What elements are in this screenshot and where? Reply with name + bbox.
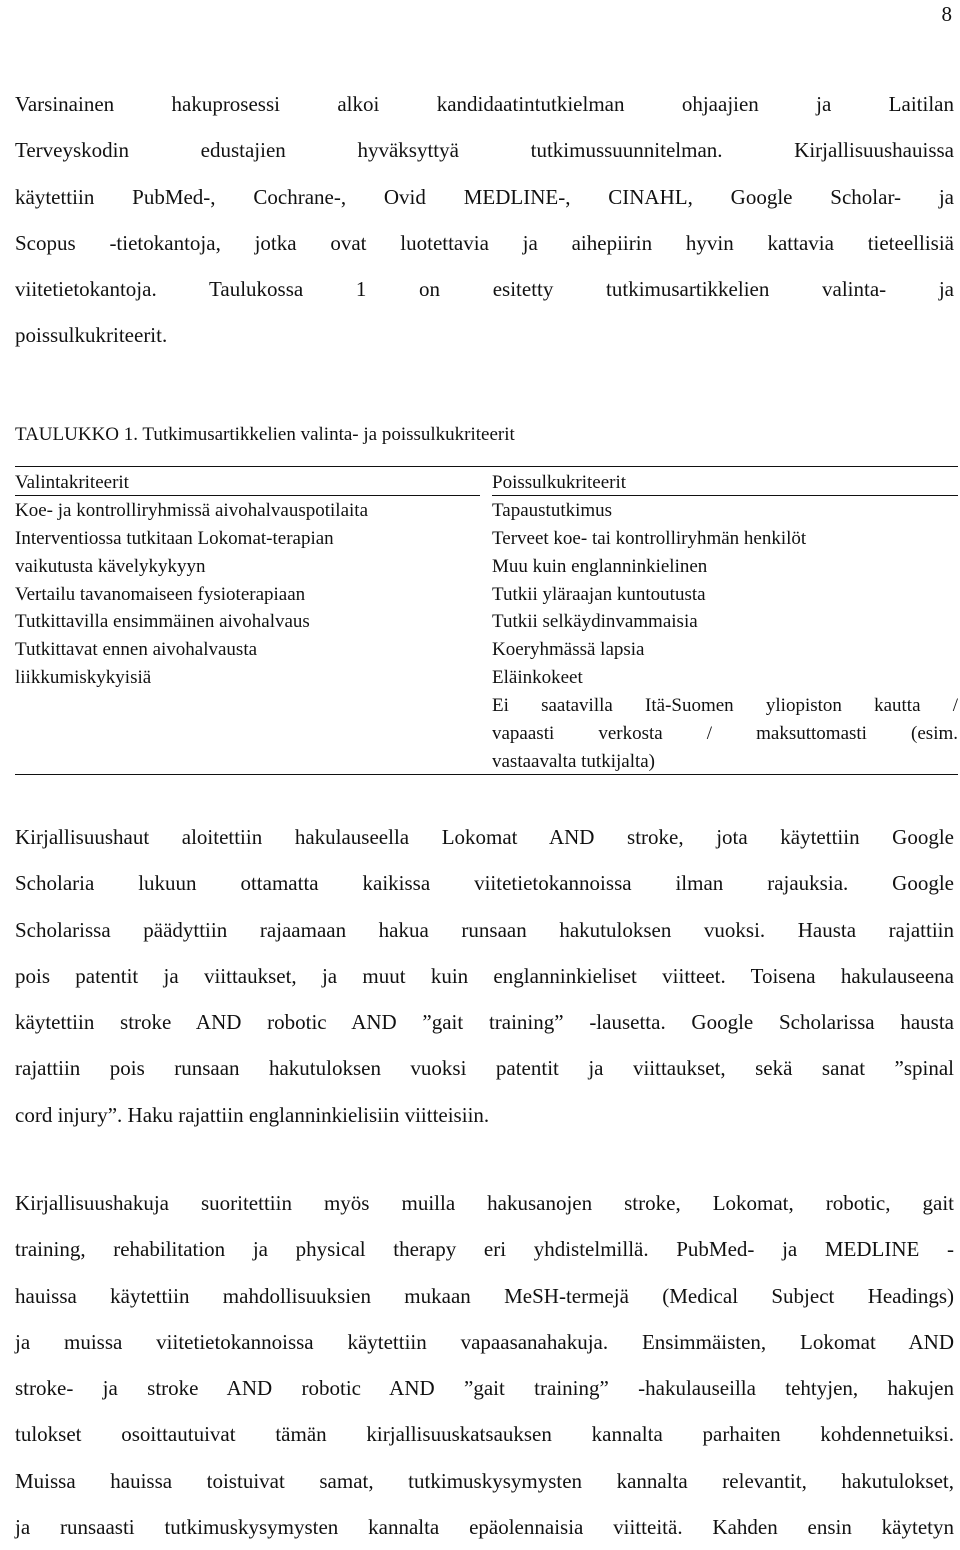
inclusion-header: Valintakriteerit [15, 472, 129, 493]
exclusion-item: Tapaustutkimus [492, 499, 613, 521]
inclusion-item: Koe- ja kontrolliryhmissä aivohalvauspotilaita [15, 499, 369, 521]
inclusion-item: Vertailu tavanomaiseen fysioterapiaan [15, 583, 306, 605]
exclusion-item: Terveet koe- tai kontrolliryhmän henkilöt [492, 527, 807, 549]
table-caption: TAULUKKO 1. Tutkimusartikkelien valinta- ja poissulkukriteerit [15, 424, 515, 445]
paragraph-line: Kirjallisuushaut aloitettiin hakulauseella Lokomat AND stroke, jota käytettiin Google [15, 825, 954, 849]
paragraph-line: stroke- ja stroke AND robotic AND ”gait training” -hakulauseilla tehtyjen, hakujen [15, 1376, 954, 1401]
inclusion-item: liikkumiskykyisiä [15, 667, 152, 689]
inclusion-item: vaikutusta kävelykykyyn [15, 555, 206, 577]
exclusion-item: Muu kuin englanninkielinen [492, 555, 708, 577]
paragraph-line: tulokset osoittautuivat tämän kirjallisuuskatsauksen kannalta parhaiten kohdennetuiksi. [15, 1422, 954, 1447]
exclusion-item: Tutkii selkäydinvammaisia [492, 611, 698, 633]
paragraph-line: hauissa käytettiin mahdollisuuksien mukaan MeSH-termejä (Medical Subject Headings) [15, 1283, 954, 1308]
exclusion-item: Tutkii yläraajan kuntoutusta [492, 583, 706, 605]
exclusion-item: Ei saatavilla Itä-Suomen yliopiston kautta / [492, 695, 958, 717]
paragraph-line: ja runsaasti tutkimuskysymysten kannalta epäolennaisia viitteitä. Kahden ensin käytetyn [15, 1515, 954, 1540]
exclusion-header: Poissulkukriteerit [492, 472, 627, 493]
paragraph-line: käytettiin stroke AND robotic AND ”gait training” -lausetta. Google Scholarissa hausta [15, 1010, 954, 1035]
paragraph-line: training, rehabilitation ja physical therapy eri yhdistelmillä. PubMed- ja MEDLINE - [15, 1237, 954, 1262]
paragraph-line: käytettiin PubMed-, Cochrane-, Ovid MEDLINE-, CINAHL, Google Scholar- ja [15, 184, 954, 209]
exclusion-item: vapaasti verkosta / maksuttomasti (esim. [492, 723, 958, 745]
table-bottom-rule [15, 774, 958, 775]
exclusion-item: Eläinkokeet [492, 667, 583, 689]
inclusion-item: Tutkittavat ennen aivohalvausta [15, 639, 258, 661]
paragraph-line: Terveyskodin edustajien hyväksyttyä tutkimussuunnitelman. Kirjallisuushauissa [15, 138, 954, 163]
exclusion-item: Koeryhmässä lapsia [492, 639, 645, 661]
page-number: 8 [941, 2, 952, 26]
paragraph-line: ja muissa viitetietokannoissa käytettiin vapaasanahakuja. Ensimmäisten, Lokomat AND [15, 1329, 954, 1354]
paragraph-line: poissulkukriteerit. [15, 323, 168, 348]
methods-paragraph [15, 1180, 954, 1550]
paragraph-line: Muissa hauissa toistuivat samat, tutkimuskysymysten kannalta relevantit, hakutulokset, [15, 1468, 954, 1493]
exclusion-item: vastaavalta tutkijalta) [492, 750, 656, 772]
paragraph-line: rajattiin pois runsaan hakutuloksen vuoksi patentit ja viittaukset, sekä sanat ”spinal [15, 1056, 954, 1081]
paragraph-line: Kirjallisuushakuja suoritettiin myös muilla hakusanojen stroke, Lokomat, robotic, gait [15, 1191, 954, 1215]
inclusion-column [15, 469, 480, 692]
intro-paragraph [15, 81, 954, 359]
paragraph-line: Varsinainen hakuprosessi alkoi kandidaatintutkielman ohjaajien ja Laitilan [15, 92, 954, 116]
inclusion-item: Interventiossa tutkitaan Lokomat-terapian [15, 527, 334, 549]
paragraph-line: Scholarissa päädyttiin rajaamaan hakua runsaan hakutuloksen vuoksi. Hausta rajattiin [15, 917, 954, 942]
paragraph-line: Scopus -tietokantoja, jotka ovat luotettavia ja aihepiirin hyvin kattavia tieteellisiä [15, 230, 954, 255]
paragraph-line: viitetietokantoja. Taulukossa 1 on esitetty tutkimusartikkelien valinta- ja [15, 277, 954, 302]
exclusion-column [492, 469, 958, 776]
paragraph-line: pois patentit ja viittaukset, ja muut kuin englanninkieliset viitteet. Toisena hakulauseena [15, 963, 954, 988]
table-top-rule [15, 466, 958, 467]
search-paragraph [15, 814, 954, 1138]
paragraph-line: cord injury”. Haku rajattiin englanninkielisiin viitteisiin. [15, 1102, 490, 1127]
paragraph-line: Scholaria lukuun ottamatta kaikissa viitetietokannoissa ilman rajauksia. Google [15, 871, 954, 896]
inclusion-item: Tutkittavilla ensimmäinen aivohalvaus [15, 611, 310, 633]
